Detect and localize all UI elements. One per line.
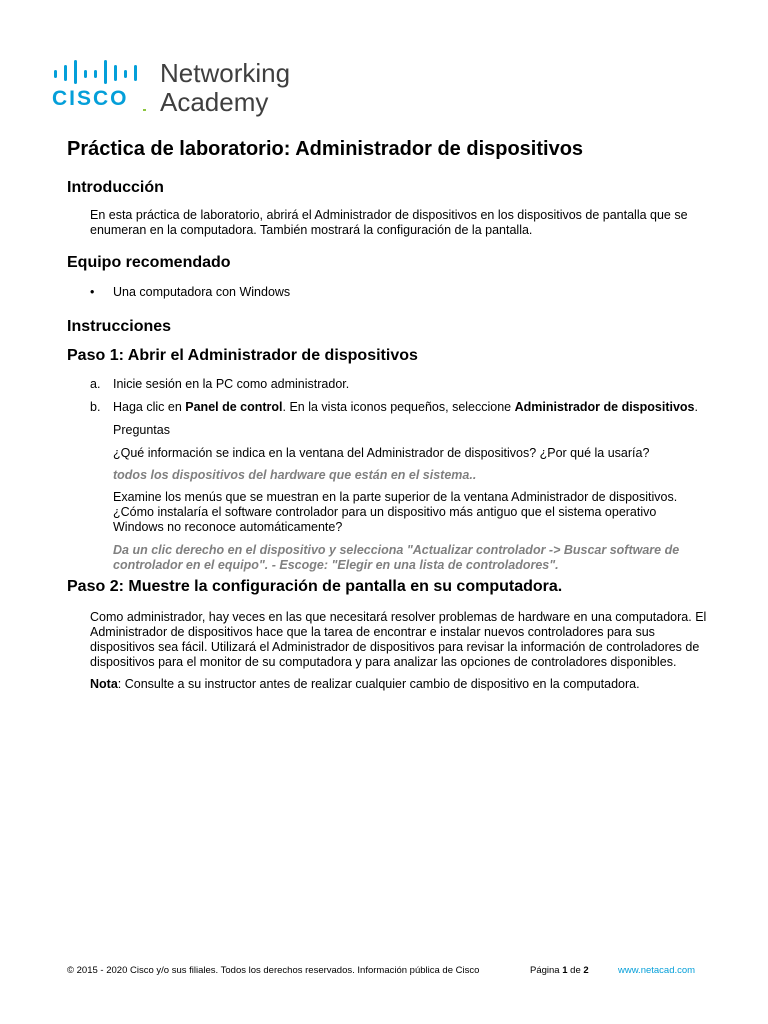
step1-heading: Paso 1: Abrir el Administrador de dispositivos — [67, 347, 418, 364]
logo-networking: Networking — [160, 58, 291, 88]
step1-b-part2: . En la vista iconos pequeños, seleccione — [282, 400, 515, 414]
intro-paragraph: En esta práctica de laboratorio, abrirá el Administrador de dispositivos en los dispositivos de pantalla que se enumeran en la computadora. También mostrará la configuración de la pantalla. — [90, 208, 688, 237]
page-of: de — [567, 965, 584, 976]
footer-page-number — [530, 965, 589, 976]
cisco-bars-icon — [52, 58, 148, 86]
footer-netacad-link[interactable]: www.netacad.com — [618, 965, 696, 976]
equipment-heading: Equipo recomendado — [67, 254, 231, 271]
note-paragraph — [90, 677, 730, 692]
instructions-heading: Instrucciones — [67, 318, 172, 335]
questions-label: Preguntas — [113, 423, 170, 437]
note-label: Nota — [90, 677, 118, 691]
intro-heading: Introducción — [67, 179, 164, 196]
question-1: ¿Qué información se indica en la ventana del Administrador de dispositivos? ¿Por qué la usaría? — [113, 446, 650, 460]
note-text: : Consulte a su instructor antes de realizar cualquier cambio de dispositivo en la computadora. — [117, 677, 640, 691]
step1-b-part1: Haga clic en — [113, 400, 186, 414]
step1-b-text — [113, 400, 733, 415]
bullet-icon: • — [90, 285, 95, 299]
equipment-item: Una computadora con Windows — [113, 285, 291, 299]
cisco-trademark-dot — [143, 109, 146, 111]
step1-a-text: Inicie sesión en la PC como administrador. — [113, 377, 350, 391]
step2-paragraph: Como administrador, hay veces en las que necesitará resolver problemas de hardware en una computadora. El Administrador de dispositivos hace que la tarea de encontrar e instalar nuevos controladores para sus dispositivos sea fácil. Utilizará el Administrador de dispositivos para revisar la información de controladores de dispositivos para el monitor de su computadora y para analizar las opciones de controladores disponibles. — [90, 610, 707, 669]
page-current: 1 — [562, 965, 568, 976]
answer-1: todos los dispositivos del hardware que están en el sistema.. — [113, 468, 477, 482]
panel-de-control-label: Panel de control — [185, 400, 283, 414]
step1-b-marker: b. — [90, 400, 101, 414]
cisco-wordmark: CISCO — [52, 87, 129, 110]
question-2: Examine los menús que se muestran en la parte superior de la ventana Administrador de dispositivos. ¿Cómo instalaría el software controlador para un dispositivo más antiguo que el sistema operativo Windows no reconoce automáticamente? — [113, 490, 678, 534]
step1-a-marker: a. — [90, 377, 101, 391]
page-title: Práctica de laboratorio: Administrador de dispositivos — [67, 138, 584, 160]
logo-academy: Academy — [160, 87, 269, 117]
page-total: 2 — [583, 965, 589, 976]
administrador-label: Administrador de dispositivos — [514, 400, 695, 414]
step1-b-part3: . — [694, 400, 698, 414]
answer-2: Da un clic derecho en el dispositivo y selecciona "Actualizar controlador -> Buscar software de controlador en el equipo". - Escoge: "Elegir en una lista de controladores". — [113, 543, 680, 572]
cisco-networking-academy-logo — [52, 58, 302, 118]
page-label: Página — [530, 965, 563, 976]
step2-heading: Paso 2: Muestre la configuración de pantalla en su computadora. — [67, 578, 563, 595]
footer-copyright: © 2015 - 2020 Cisco y/o sus filiales. Todos los derechos reservados. Información pública de Cisco — [67, 965, 480, 976]
